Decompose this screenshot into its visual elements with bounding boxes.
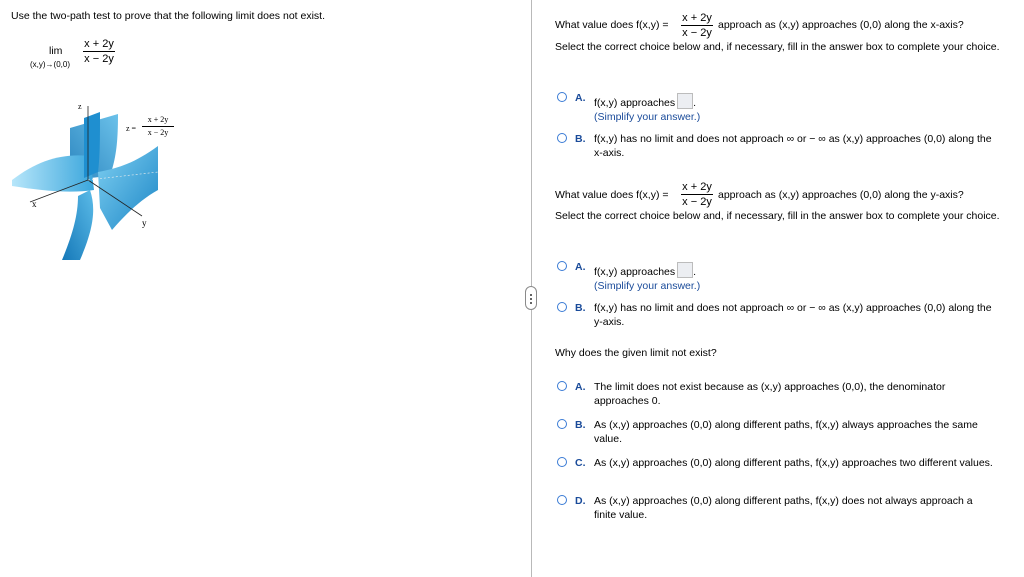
q3-choice-b-letter: B. bbox=[575, 419, 586, 431]
q1-choice-a-hint: (Simplify your answer.) bbox=[594, 111, 701, 123]
question-2 bbox=[555, 181, 1005, 211]
surface-lower-sheet bbox=[62, 190, 93, 260]
surface-left-wing bbox=[12, 155, 94, 191]
q3-choice-c-radio[interactable] bbox=[557, 457, 567, 467]
q1-suffix: approach as (x,y) approaches (0,0) along the x-axis? bbox=[718, 19, 964, 31]
question-1 bbox=[555, 13, 1005, 43]
q1-prefix: What value does f(x,y) = bbox=[555, 19, 669, 31]
q1-answer-box[interactable] bbox=[677, 93, 693, 109]
q2-choice-a-text: f(x,y) approaches bbox=[594, 266, 676, 278]
q2-choice-b-text: f(x,y) has no limit and does not approach ∞ or − ∞ as (x,y) approaches (0,0) along the y-axis. bbox=[594, 302, 992, 328]
limit-denominator: x − 2y bbox=[84, 53, 114, 65]
q2-choice-a-hint: (Simplify your answer.) bbox=[594, 280, 701, 292]
q1-denominator: x − 2y bbox=[682, 27, 712, 39]
graph-equation-lhs: z = bbox=[126, 124, 137, 133]
limit-expression bbox=[30, 38, 130, 70]
q2-choice-a-radio[interactable] bbox=[557, 261, 567, 271]
q1-fraction bbox=[681, 12, 713, 39]
problem-instruction: Use the two-path test to prove that the following limit does not exist. bbox=[11, 10, 325, 22]
q3-question: Why does the given limit not exist? bbox=[555, 347, 717, 359]
q1-choice-a-text: f(x,y) approaches bbox=[594, 97, 676, 109]
q1-choice-b-text: f(x,y) has no limit and does not approach ∞ or − ∞ as (x,y) approaches (0,0) along the x-axis. bbox=[594, 133, 992, 159]
q2-denominator: x − 2y bbox=[682, 196, 712, 208]
surface-upper-spike bbox=[84, 112, 100, 178]
graph-eq-numerator: x + 2y bbox=[147, 115, 169, 124]
y-axis-label: y bbox=[142, 218, 147, 228]
q1-choice-a-letter: A. bbox=[575, 92, 586, 104]
x-axis-label: x bbox=[32, 199, 37, 209]
q2-choice-b-letter: B. bbox=[575, 302, 586, 314]
q3-choice-d-radio[interactable] bbox=[557, 495, 567, 505]
q3-choice-a-text: The limit does not exist because as (x,y) approaches (0,0), the denominator approaches 0. bbox=[594, 381, 946, 407]
limit-word: lim bbox=[49, 45, 63, 57]
q3-choice-c-text: As (x,y) approaches (0,0) along different paths, f(x,y) approaches two different values. bbox=[594, 457, 993, 469]
q3-choice-a-radio[interactable] bbox=[557, 381, 567, 391]
q2-suffix: approach as (x,y) approaches (0,0) along the y-axis? bbox=[718, 189, 964, 201]
graph-equation-fraction bbox=[142, 115, 174, 138]
limit-fraction bbox=[83, 38, 115, 65]
graph-eq-denominator: x − 2y bbox=[147, 128, 169, 137]
q2-numerator: x + 2y bbox=[682, 181, 712, 193]
q3-choice-a-letter: A. bbox=[575, 381, 586, 393]
q3-choice-c-letter: C. bbox=[575, 457, 586, 469]
q2-choice-b-radio[interactable] bbox=[557, 302, 567, 312]
q1-choice-a-radio[interactable] bbox=[557, 92, 567, 102]
q3-choice-d-text: As (x,y) approaches (0,0) along different paths, f(x,y) does not always approach a finite value. bbox=[594, 495, 973, 521]
q2-choice-a-letter: A. bbox=[575, 261, 586, 273]
q3-choice-d-letter: D. bbox=[575, 495, 586, 507]
q2-answer-box[interactable] bbox=[677, 262, 693, 278]
q2-fraction bbox=[681, 181, 713, 208]
z-axis-label: z bbox=[78, 102, 82, 111]
q3-choice-b-radio[interactable] bbox=[557, 419, 567, 429]
limit-numerator: x + 2y bbox=[84, 38, 114, 50]
surface-graph bbox=[8, 98, 198, 273]
q2-instruction: Select the correct choice below and, if necessary, fill in the answer box to complete your choice. bbox=[555, 210, 1000, 222]
pane-resize-handle[interactable] bbox=[525, 286, 537, 310]
q1-instruction: Select the correct choice below and, if necessary, fill in the answer box to complete your choice. bbox=[555, 41, 1000, 53]
q1-choice-b-radio[interactable] bbox=[557, 133, 567, 143]
q1-choice-b-letter: B. bbox=[575, 133, 586, 145]
q2-prefix: What value does f(x,y) = bbox=[555, 189, 669, 201]
limit-subscript: (x,y)→(0,0) bbox=[30, 60, 70, 69]
q1-numerator: x + 2y bbox=[682, 12, 712, 24]
q3-choice-b-text: As (x,y) approaches (0,0) along different paths, f(x,y) always approaches the same value. bbox=[594, 419, 978, 445]
